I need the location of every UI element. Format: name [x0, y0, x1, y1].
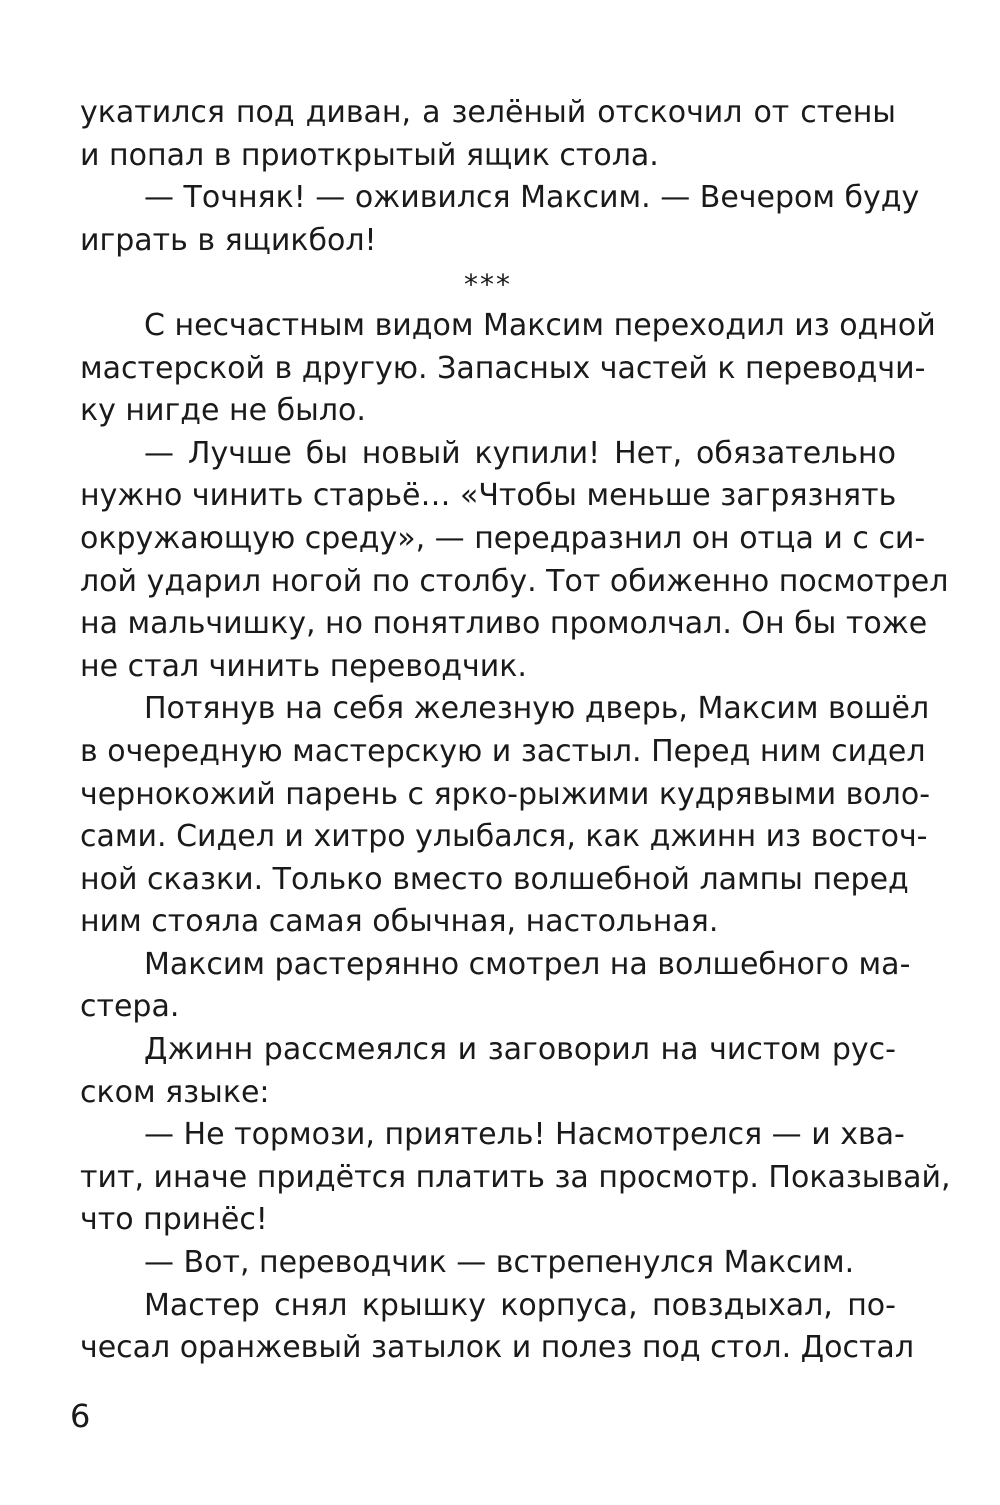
text-line: окружающую среду», — передразнил он отца и с си- — [80, 520, 926, 556]
text-line: играть в ящикбол! — [80, 222, 377, 258]
text-line: ной сказки. Только вместо волшебной лампы перед — [80, 861, 909, 897]
text-line: в очередную мастерскую и застыл. Перед ним сидел — [80, 733, 926, 769]
text-line: укатился под диван, а зелёный отскочил от стены — [80, 95, 896, 130]
text-line: Потянув на себя железную дверь, Максим вошёл — [144, 691, 930, 727]
section-separator: *** — [464, 268, 512, 302]
text-line: ним стояла самая обычная, настольная. — [80, 904, 719, 940]
text-line: лой ударил ногой по столбу. Тот обиженно посмотрел — [80, 563, 949, 599]
text-line: — Вот, переводчик — встрепенулся Максим. — [144, 1245, 855, 1281]
text-line: — Не тормози, приятель! Насмотрелся — и хва- — [144, 1117, 905, 1153]
page-number: 6 — [70, 1397, 91, 1435]
text-line: чернокожий парень с ярко-рыжими кудрявыми воло- — [80, 776, 931, 812]
text-line: что принёс! — [80, 1202, 268, 1238]
text-line: чесал оранжевый затылок и полез под стол. Достал — [80, 1330, 914, 1366]
text-line: ском языке: — [80, 1074, 270, 1110]
text-line: не стал чинить переводчик. — [80, 648, 527, 684]
text-line: сами. Сидел и хитро улыбался, как джинн из восточ- — [80, 819, 928, 855]
text-line: стера. — [80, 989, 180, 1025]
text-line: Максим растерянно смотрел на волшебного ма- — [144, 946, 911, 982]
text-line: — Лучше бы новый купили! Нет, обязательно — [144, 435, 896, 471]
text-line: на мальчишку, но понятливо промолчал. Он бы тоже — [80, 606, 928, 642]
text-line: Джинн рассмеялся и заговорил на чистом рус- — [144, 1032, 896, 1068]
text-line: мастерской в другую. Запасных частей к переводчи- — [80, 350, 926, 386]
text-line: С несчастным видом Максим переходил из одной — [144, 307, 936, 343]
text-line: — Точняк! — оживился Максим. — Вечером буду — [144, 180, 920, 216]
page-body — [80, 92, 951, 1370]
text-line: ку нигде не было. — [80, 393, 366, 429]
text-line: тит, иначе придётся платить за просмотр. Показывай, — [80, 1159, 951, 1195]
text-line: и попал в приоткрытый ящик стола. — [80, 137, 659, 173]
text-line: нужно чинить старьё… «Чтобы меньше загрязнять — [80, 478, 897, 514]
text-line: Мастер снял крышку корпуса, повздыхал, по- — [144, 1287, 896, 1323]
